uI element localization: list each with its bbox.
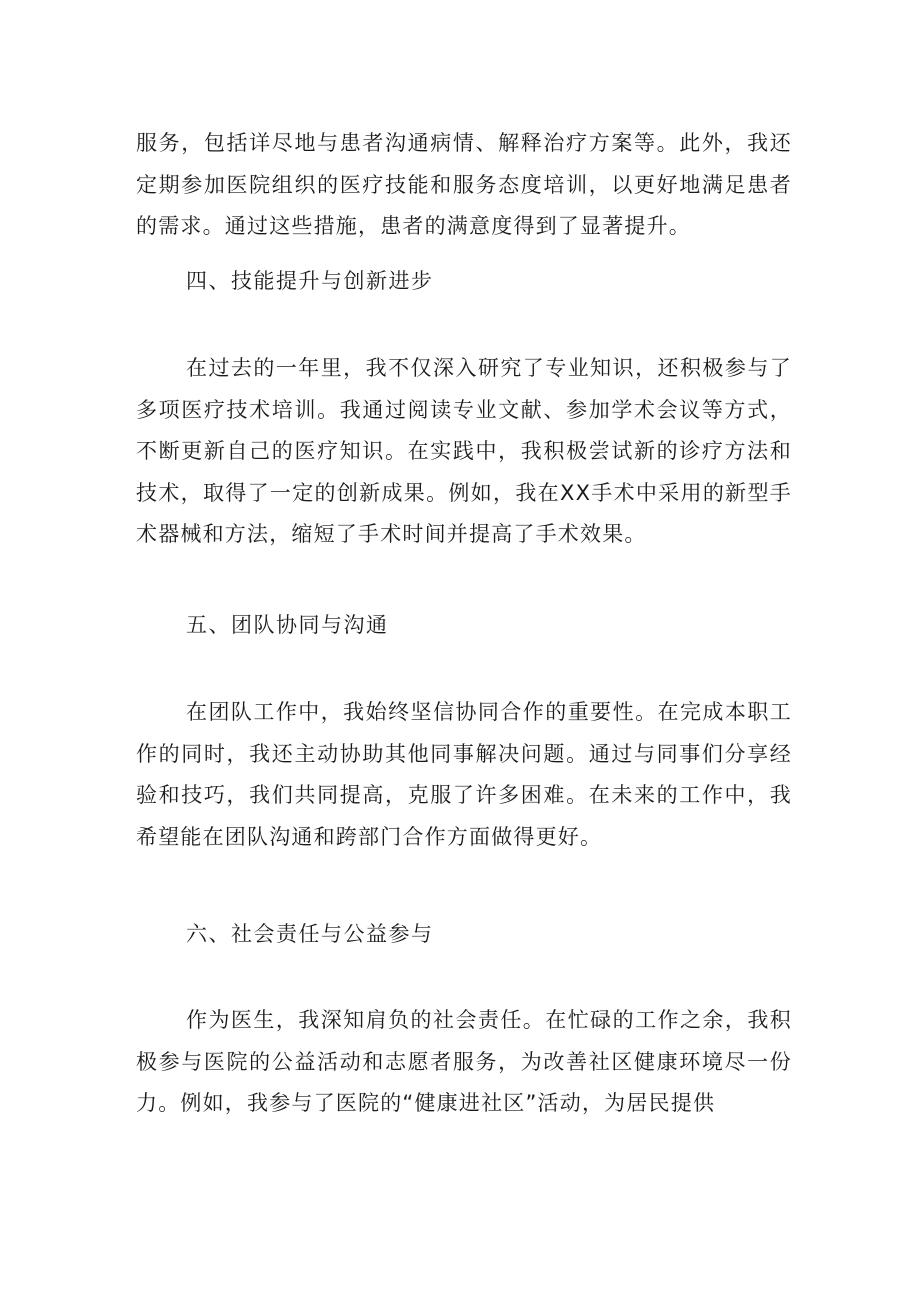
section-4-heading: 四、技能提升与创新进步 bbox=[186, 269, 434, 293]
section-4-body: 在过去的一年里，我不仅深入研究了专业知识，还积极参与了多项医疗技术培训。我通过阅读专业文献、参加学术会议等方式，不断更新自己的医疗知识。在实践中，我积极尝试新的诊疗方法和技术，取得了一定的创新成果。例如，我在XX手术中采用的新型手术器械和方法，缩短了手术时间并提高了手术效果。 bbox=[136, 356, 792, 546]
section-6-body: 作为医生，我深知肩负的社会责任。在忙碌的工作之余，我积极参与医院的公益活动和志愿者服务，为改善社区健康环境尽一份力。例如，我参与了医院的“健康进社区”活动，为居民提供 bbox=[136, 1008, 792, 1115]
section-5-heading: 五、团队协同与沟通 bbox=[186, 613, 389, 637]
section-5-body: 在团队工作中，我始终坚信协同合作的重要性。在完成本职工作的同时，我还主动协助其他同事解决问题。通过与同事们分享经验和技巧，我们共同提高，克服了许多困难。在未来的工作中，我希望能在团队沟通和跨部门合作方面做得更好。 bbox=[136, 700, 792, 849]
section-6-heading: 六、社会责任与公益参与 bbox=[186, 922, 434, 946]
paragraph-continued: 服务，包括详尽地与患者沟通病情、解释治疗方案等。此外，我还定期参加医院组织的医疗技能和服务态度培训，以更好地满足患者的需求。通过这些措施，患者的满意度得到了显著提升。 bbox=[136, 131, 792, 238]
